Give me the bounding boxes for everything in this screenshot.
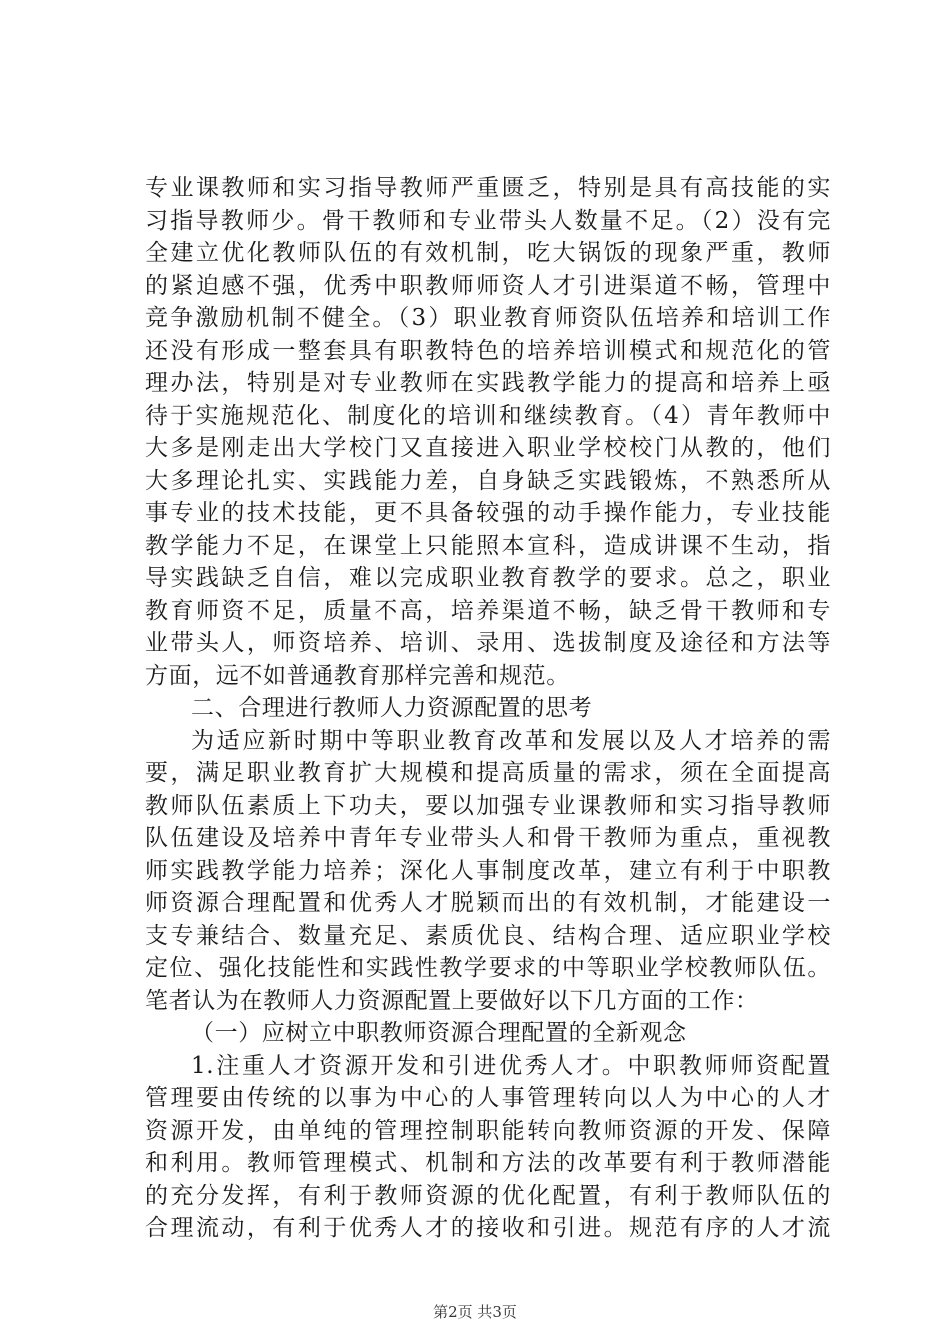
section-heading: （一）应树立中职教师资源合理配置的全新观念 bbox=[191, 1020, 687, 1046]
text-line: 队伍建设及培养中青年专业带头人和骨干教师为重点，重视教 bbox=[145, 825, 831, 851]
text-line: 的紧迫感不强，优秀中职教师师资人才引进渠道不畅，管理中 bbox=[145, 272, 831, 299]
text-line: 1.注重人才资源开发和引进优秀人才。中职教师师资配置 bbox=[191, 1052, 831, 1079]
text-line: 定位、强化技能性和实践性教学要求的中等职业学校教师队伍。 bbox=[145, 955, 831, 981]
text-line: 管理要由传统的以事为中心的人事管理转向以人为中心的人才 bbox=[145, 1085, 831, 1111]
text-line: 的充分发挥，有利于教师资源的优化配置，有利于教师队伍的 bbox=[145, 1182, 831, 1209]
text-line: 师资源合理配置和优秀人才脱颖而出的有效机制，才能建设一 bbox=[145, 890, 831, 916]
text-line: 事专业的技术技能，更不具备较强的动手操作能力，专业技能 bbox=[145, 500, 831, 526]
text-line: 导实践缺乏自信，难以完成职业教育教学的要求。总之，职业 bbox=[145, 565, 831, 591]
text-line: 教学能力不足，在课堂上只能照本宣科，造成讲课不生动，指 bbox=[145, 532, 831, 559]
document-body bbox=[145, 172, 831, 1245]
text-line: 资源开发，由单纯的管理控制职能转向教师资源的开发、保障 bbox=[145, 1117, 831, 1144]
section-heading: 二、合理进行教师人力资源配置的思考 bbox=[191, 695, 593, 721]
text-line: 竞争激励机制不健全。（3）职业教育师资队伍培养和培训工作 bbox=[145, 305, 831, 331]
text-line: 大多理论扎实、实践能力差，自身缺乏实践锻炼，不熟悉所从 bbox=[145, 467, 831, 494]
text-line: 业带头人，师资培养、培训、录用、选拔制度及途径和方法等 bbox=[145, 630, 831, 656]
text-line: 和利用。教师管理模式、机制和方法的改革要有利于教师潜能 bbox=[145, 1150, 831, 1176]
text-line: 全建立优化教师队伍的有效机制，吃大锅饭的现象严重，教师 bbox=[145, 240, 831, 266]
text-line: 理办法，特别是对专业教师在实践教学能力的提高和培养上亟 bbox=[145, 370, 831, 396]
text-line: 为适应新时期中等职业教育改革和发展以及人才培养的需 bbox=[191, 727, 831, 754]
text-line: 待于实施规范化、制度化的培训和继续教育。（4）青年教师中 bbox=[145, 402, 831, 429]
text-line: 教育师资不足，质量不高，培养渠道不畅，缺乏骨干教师和专 bbox=[145, 597, 831, 624]
text-line: 教师队伍素质上下功夫，要以加强专业课教师和实习指导教师 bbox=[145, 792, 831, 819]
text-line: 要，满足职业教育扩大规模和提高质量的需求，须在全面提高 bbox=[145, 760, 831, 786]
text-line: 专业课教师和实习指导教师严重匮乏，特别是具有高技能的实 bbox=[145, 175, 831, 201]
text-line: 还没有形成一整套具有职教特色的培养培训模式和规范化的管 bbox=[145, 337, 831, 364]
page-footer: 第2页 共3页 bbox=[433, 1303, 517, 1321]
text-line: 习指导教师少。骨干教师和专业带头人数量不足。（2）没有完 bbox=[145, 207, 831, 234]
text-line: 大多是刚走出大学校门又直接进入职业学校校门从教的，他们 bbox=[145, 435, 831, 461]
text-line: 支专兼结合、数量充足、素质优良、结构合理、适应职业学校 bbox=[145, 922, 831, 949]
text-line: 笔者认为在教师人力资源配置上要做好以下几方面的工作： bbox=[145, 987, 759, 1014]
text-line: 师实践教学能力培养；深化人事制度改革，建立有利于中职教 bbox=[145, 857, 831, 884]
text-line: 合理流动，有利于优秀人才的接收和引进。规范有序的人才流 bbox=[145, 1215, 831, 1241]
text-line: 方面，远不如普通教育那样完善和规范。 bbox=[145, 662, 570, 689]
